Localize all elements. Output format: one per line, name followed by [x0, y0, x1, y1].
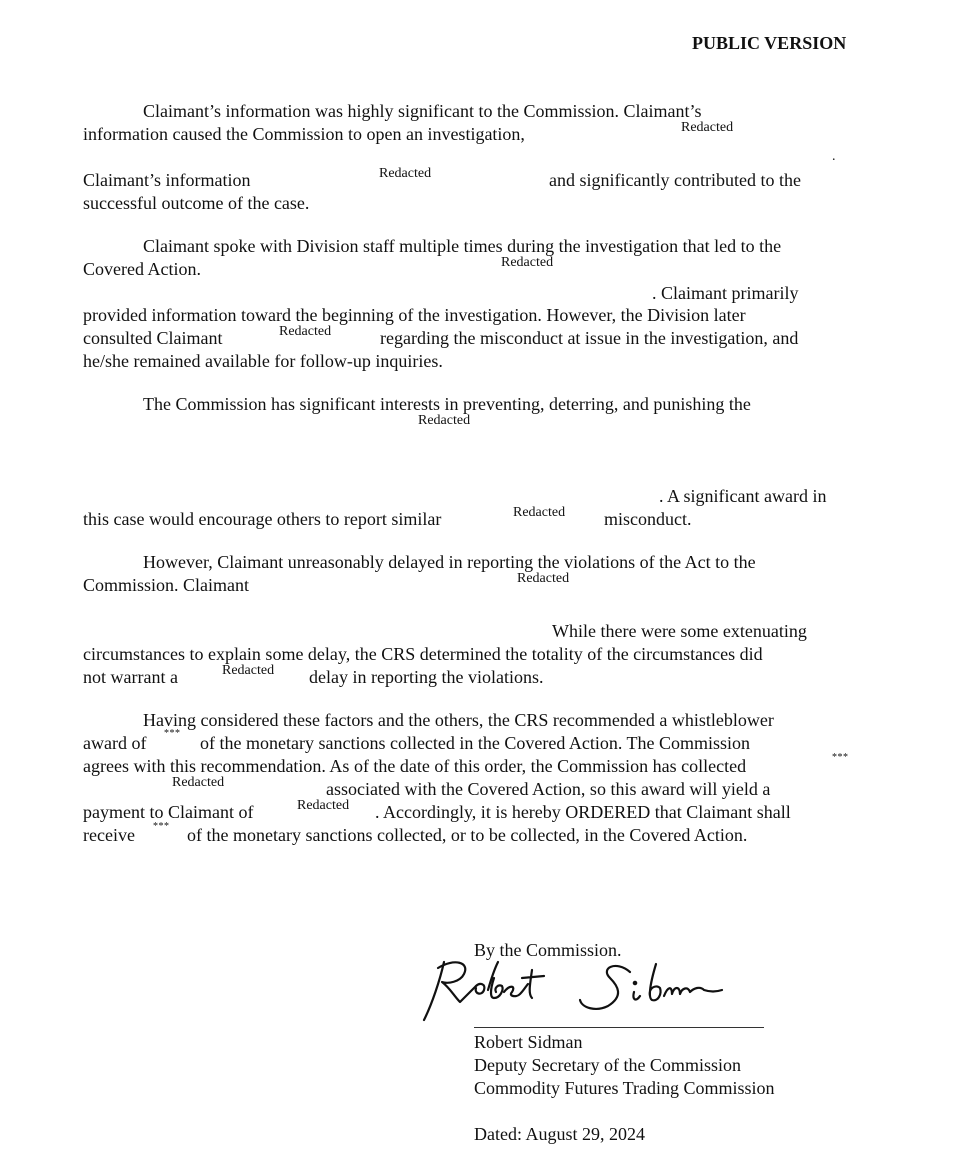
para1-line4b: and significantly contributed to the: [549, 170, 801, 190]
redaction-label: Redacted: [517, 571, 570, 586]
para1-line2: information caused the Commission to open an investigation,: [83, 124, 525, 144]
date-line: Dated: August 29, 2024: [474, 1124, 645, 1144]
para3-line2: . A significant award in: [659, 486, 827, 506]
para5-line1: Having considered these factors and the others, the CRS recommended a whistleblower: [143, 710, 774, 730]
para5-line2b: of the monetary sanctions collected in the Covered Action. The Commission: [200, 733, 751, 753]
para4-line5a: not warrant a: [83, 667, 178, 687]
para5-line6a: receive: [83, 825, 135, 845]
para2-line3: . Claimant primarily: [652, 283, 799, 303]
para3-line3b: misconduct.: [604, 509, 692, 529]
para2-line4: provided information toward the beginning of the investigation. However, the Division later: [83, 305, 746, 325]
para5-line5a: payment to Claimant of: [83, 802, 254, 822]
document-header: PUBLIC VERSION: [692, 33, 847, 53]
redaction-label: Redacted: [172, 775, 225, 790]
para5-line5b: . Accordingly, it is hereby ORDERED that Claimant shall: [375, 802, 791, 822]
para5-line6b: of the monetary sanctions collected, or to be collected, in the Covered Action.: [187, 825, 748, 845]
para4-line3: While there were some extenuating: [552, 621, 807, 641]
redaction-asterisks: ***: [164, 728, 181, 739]
signature-line: [474, 1027, 764, 1028]
redaction-asterisks: ***: [832, 752, 849, 763]
redaction-label: Redacted: [513, 505, 566, 520]
redaction-label: Redacted: [501, 255, 554, 270]
para2-line6: he/she remained available for follow-up inquiries.: [83, 351, 443, 371]
para1-line1: Claimant’s information was highly significant to the Commission. Claimant’s: [143, 101, 702, 121]
para3-line3a: this case would encourage others to report similar: [83, 509, 442, 529]
redaction-label: Redacted: [379, 166, 432, 181]
handwritten-signature: [420, 956, 740, 1026]
para2-line5a: consulted Claimant: [83, 328, 223, 348]
redaction-label: Redacted: [222, 663, 275, 678]
para2-line2: Covered Action.: [83, 259, 201, 279]
para4-line1: However, Claimant unreasonably delayed in reporting the violations of the Act to the: [143, 552, 756, 572]
para5-line3: agrees with this recommendation. As of the date of this order, the Commission has collected: [83, 756, 747, 776]
signer-title: Deputy Secretary of the Commission: [474, 1055, 741, 1075]
para1-line4a: Claimant’s information: [83, 170, 251, 190]
para4-line4: circumstances to explain some delay, the CRS determined the totality of the circumstances did: [83, 644, 763, 664]
redaction-label: Redacted: [279, 324, 332, 339]
redaction-label: Redacted: [297, 798, 350, 813]
signer-organization: Commodity Futures Trading Commission: [474, 1078, 775, 1098]
para5-line4: associated with the Covered Action, so this award will yield a: [326, 779, 771, 799]
para1-line5: successful outcome of the case.: [83, 193, 310, 213]
signer-name: Robert Sidman: [474, 1032, 583, 1052]
redaction-label: Redacted: [681, 120, 734, 135]
redaction-asterisks: ***: [153, 821, 170, 832]
by-the-commission: By the Commission.: [474, 940, 622, 960]
stray-period: .: [832, 149, 836, 164]
para3-line1: The Commission has significant interests in preventing, deterring, and punishing the: [143, 394, 751, 414]
para5-line2a: award of: [83, 733, 147, 753]
para2-line1: Claimant spoke with Division staff multiple times during the investigation that led to the: [143, 236, 782, 256]
para4-line2: Commission. Claimant: [83, 575, 250, 595]
para2-line5b: regarding the misconduct at issue in the investigation, and: [380, 328, 799, 348]
redaction-label: Redacted: [418, 413, 471, 428]
para4-line5b: delay in reporting the violations.: [309, 667, 544, 687]
